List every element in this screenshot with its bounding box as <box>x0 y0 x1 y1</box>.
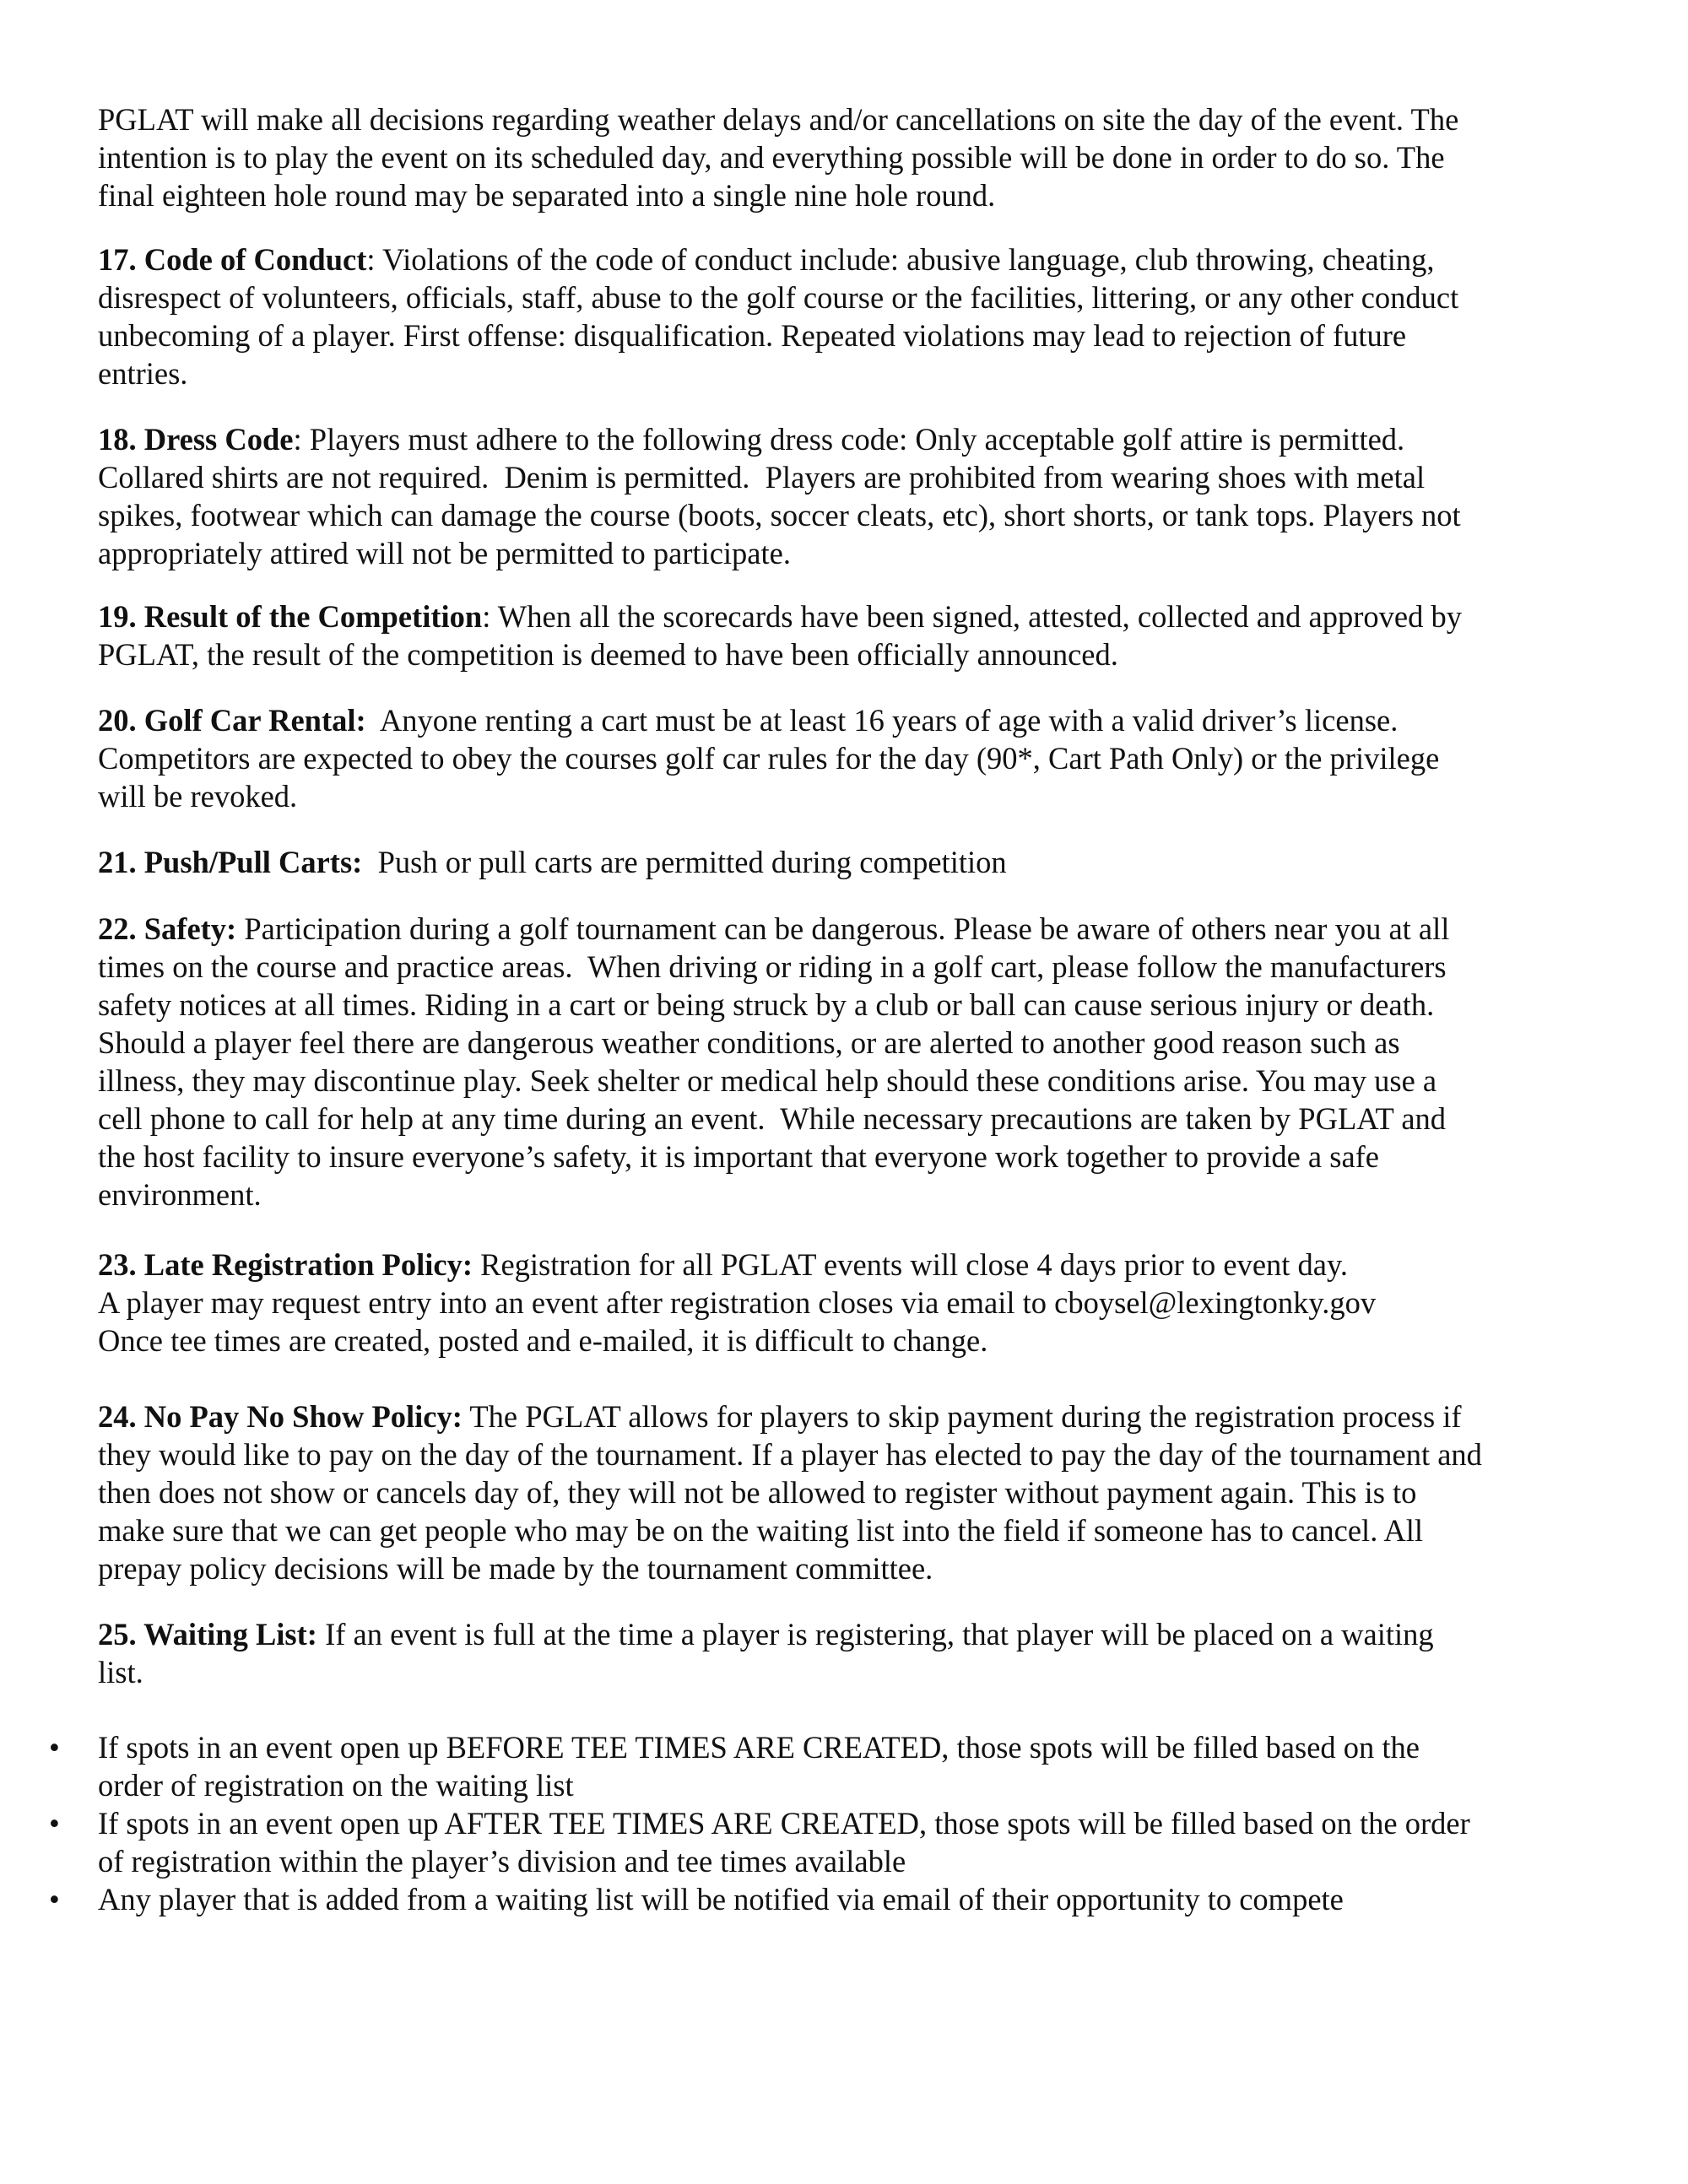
line-text: list. <box>98 1655 143 1689</box>
line-text: A player may request entry into an event after registration closes via email to cboysel@lexingtonky.gov <box>98 1285 1377 1320</box>
text-line <box>98 534 1685 572</box>
section-heading: 19. Result of the Competition <box>98 599 483 634</box>
text-line <box>98 1435 1685 1473</box>
section-safety <box>98 910 1685 1214</box>
line-text: : Violations of the code of conduct include: abusive language, club throwing, cheating, <box>366 242 1435 277</box>
line-text: safety notices at all times. Riding in a cart or being struck by a club or ball can cause serious injury or death. <box>98 987 1435 1022</box>
text-line <box>98 458 1685 496</box>
line-text: Once tee times are created, posted and e-mailed, it is difficult to change. <box>98 1323 988 1358</box>
text-line: of registration within the player’s division and tee times available <box>98 1844 906 1879</box>
text-line: If spots in an event open up BEFORE TEE TIMES ARE CREATED, those spots will be filled based on the <box>98 1730 1420 1765</box>
text-line <box>98 1138 1685 1176</box>
text-line <box>98 176 1685 214</box>
bullet-icon: • <box>49 1882 60 1916</box>
line-text: illness, they may discontinue play. Seek shelter or medical help should these conditions arise. You may use a <box>98 1063 1437 1098</box>
line-text: Participation during a golf tournament can be dangerous. Please be aware of others near you at all <box>236 911 1450 946</box>
line-text: the host facility to insure everyone’s safety, it is important that everyone work together to provide a safe <box>98 1139 1380 1174</box>
bullet-icon: • <box>49 1806 60 1841</box>
text-line <box>98 1653 1685 1691</box>
line-text: PGLAT, the result of the competition is deemed to have been officially announced. <box>98 637 1118 672</box>
section-heading: 17. Code of Conduct <box>98 242 367 277</box>
section-heading: 18. Dress Code <box>98 422 294 457</box>
section-heading: 23. Late Registration Policy: <box>98 1247 473 1282</box>
text-line <box>98 1024 1685 1062</box>
text-line <box>98 1284 1685 1322</box>
section-heading: 21. Push/Pull Carts: <box>98 845 363 879</box>
text-line <box>98 1176 1685 1214</box>
section-no-pay-no-show-policy <box>98 1397 1685 1587</box>
text-line <box>98 420 1685 458</box>
bullet-item <box>49 1728 1420 1804</box>
bullet-item <box>49 1804 1470 1880</box>
text-line <box>98 843 1685 881</box>
text-line <box>98 1062 1685 1100</box>
line-text: they would like to pay on the day of the tournament. If a player has elected to pay the day of the tournament and <box>98 1437 1482 1472</box>
text-line <box>98 1246 1685 1284</box>
text-line <box>98 1100 1685 1138</box>
section-heading: 24. No Pay No Show Policy: <box>98 1399 463 1434</box>
line-text: Should a player feel there are dangerous weather conditions, or are alerted to another good reason such as <box>98 1025 1400 1060</box>
line-text: appropriately attired will not be permitted to participate. <box>98 536 791 570</box>
text-line <box>98 1615 1685 1653</box>
text-line <box>98 597 1685 635</box>
line-text: make sure that we can get people who may be on the waiting list into the field if someone has to cancel. All <box>98 1513 1424 1548</box>
text-line: If spots in an event open up AFTER TEE TIMES ARE CREATED, those spots will be filled based on the order <box>98 1806 1470 1841</box>
text-line: Any player that is added from a waiting list will be notified via email of their opportunity to compete <box>98 1882 1344 1916</box>
section-heading: 22. Safety: <box>98 911 237 946</box>
text-line <box>98 948 1685 986</box>
text-line <box>98 1322 1685 1360</box>
text-line <box>98 739 1685 777</box>
line-text: will be revoked. <box>98 779 298 814</box>
line-text: Competitors are expected to obey the courses golf car rules for the day (90*, Cart Path Only) or the privilege <box>98 741 1440 776</box>
line-text: Registration for all PGLAT events will close 4 days prior to event day. <box>473 1247 1349 1282</box>
text-line <box>98 1549 1685 1587</box>
bullet-item <box>49 1880 1344 1918</box>
text-line <box>98 241 1685 278</box>
section-late-registration-policy <box>98 1246 1685 1360</box>
line-text: The PGLAT allows for players to skip payment during the registration process if <box>462 1399 1462 1434</box>
section-golf-car-rental <box>98 701 1685 815</box>
text-line <box>98 354 1685 392</box>
line-text: unbecoming of a player. First offense: disqualification. Repeated violations may lead to rejection of future <box>98 318 1407 353</box>
line-text: spikes, footwear which can damage the course (boots, soccer cleats, etc), short shorts, or tank tops. Players not <box>98 498 1461 532</box>
text-line <box>98 701 1685 739</box>
line-text: Push or pull carts are permitted during competition <box>362 845 1007 879</box>
line-text: times on the course and practice areas. When driving or riding in a golf cart, please follow the manufacturers <box>98 949 1447 984</box>
text-line <box>98 910 1685 948</box>
line-text: cell phone to call for help at any time during an event. While necessary precautions are taken by PGLAT and <box>98 1101 1447 1136</box>
text-line <box>98 316 1685 354</box>
text-line <box>98 635 1685 673</box>
line-text: environment. <box>98 1177 262 1212</box>
text-line <box>98 1397 1685 1435</box>
bullet-icon: • <box>49 1730 60 1765</box>
section-weather-note <box>98 100 1685 214</box>
text-line <box>98 138 1685 176</box>
text-line <box>98 278 1685 316</box>
text-line <box>98 986 1685 1024</box>
text-line <box>98 100 1685 138</box>
line-text: Anyone renting a cart must be at least 16 years of age with a valid driver’s license. <box>365 703 1399 738</box>
line-text: prepay policy decisions will be made by the tournament committee. <box>98 1551 933 1586</box>
text-line: order of registration on the waiting list <box>98 1768 574 1803</box>
line-text: then does not show or cancels day of, they will not be allowed to register without payment again. This is to <box>98 1475 1417 1510</box>
line-text: intention is to play the event on its scheduled day, and everything possible will be done in order to do so. The <box>98 140 1445 175</box>
text-line <box>98 777 1685 815</box>
section-code-of-conduct <box>98 241 1685 392</box>
line-text: : When all the scorecards have been signed, attested, collected and approved by <box>482 599 1462 634</box>
section-heading: 25. Waiting List: <box>98 1617 317 1652</box>
section-dress-code <box>98 420 1685 572</box>
line-text: entries. <box>98 356 188 391</box>
line-text: : Players must adhere to the following dress code: Only acceptable golf attire is permitted. <box>293 422 1405 457</box>
line-text: PGLAT will make all decisions regarding weather delays and/or cancellations on site the day of the event. The <box>98 102 1459 137</box>
text-line <box>98 1511 1685 1549</box>
line-text: disrespect of volunteers, officials, staff, abuse to the golf course or the facilities, littering, or any other conduct <box>98 280 1459 315</box>
text-line <box>98 496 1685 534</box>
section-push-pull-carts <box>98 843 1685 881</box>
section-waiting-list <box>98 1615 1685 1691</box>
line-text: Collared shirts are not required. Denim is permitted. Players are prohibited from wearing shoes with metal <box>98 460 1426 495</box>
text-line <box>98 1473 1685 1511</box>
section-result-of-competition <box>98 597 1685 673</box>
line-text: If an event is full at the time a player is registering, that player will be placed on a waiting <box>316 1617 1434 1652</box>
section-heading: 20. Golf Car Rental: <box>98 703 366 738</box>
line-text: final eighteen hole round may be separated into a single nine hole round. <box>98 178 996 213</box>
